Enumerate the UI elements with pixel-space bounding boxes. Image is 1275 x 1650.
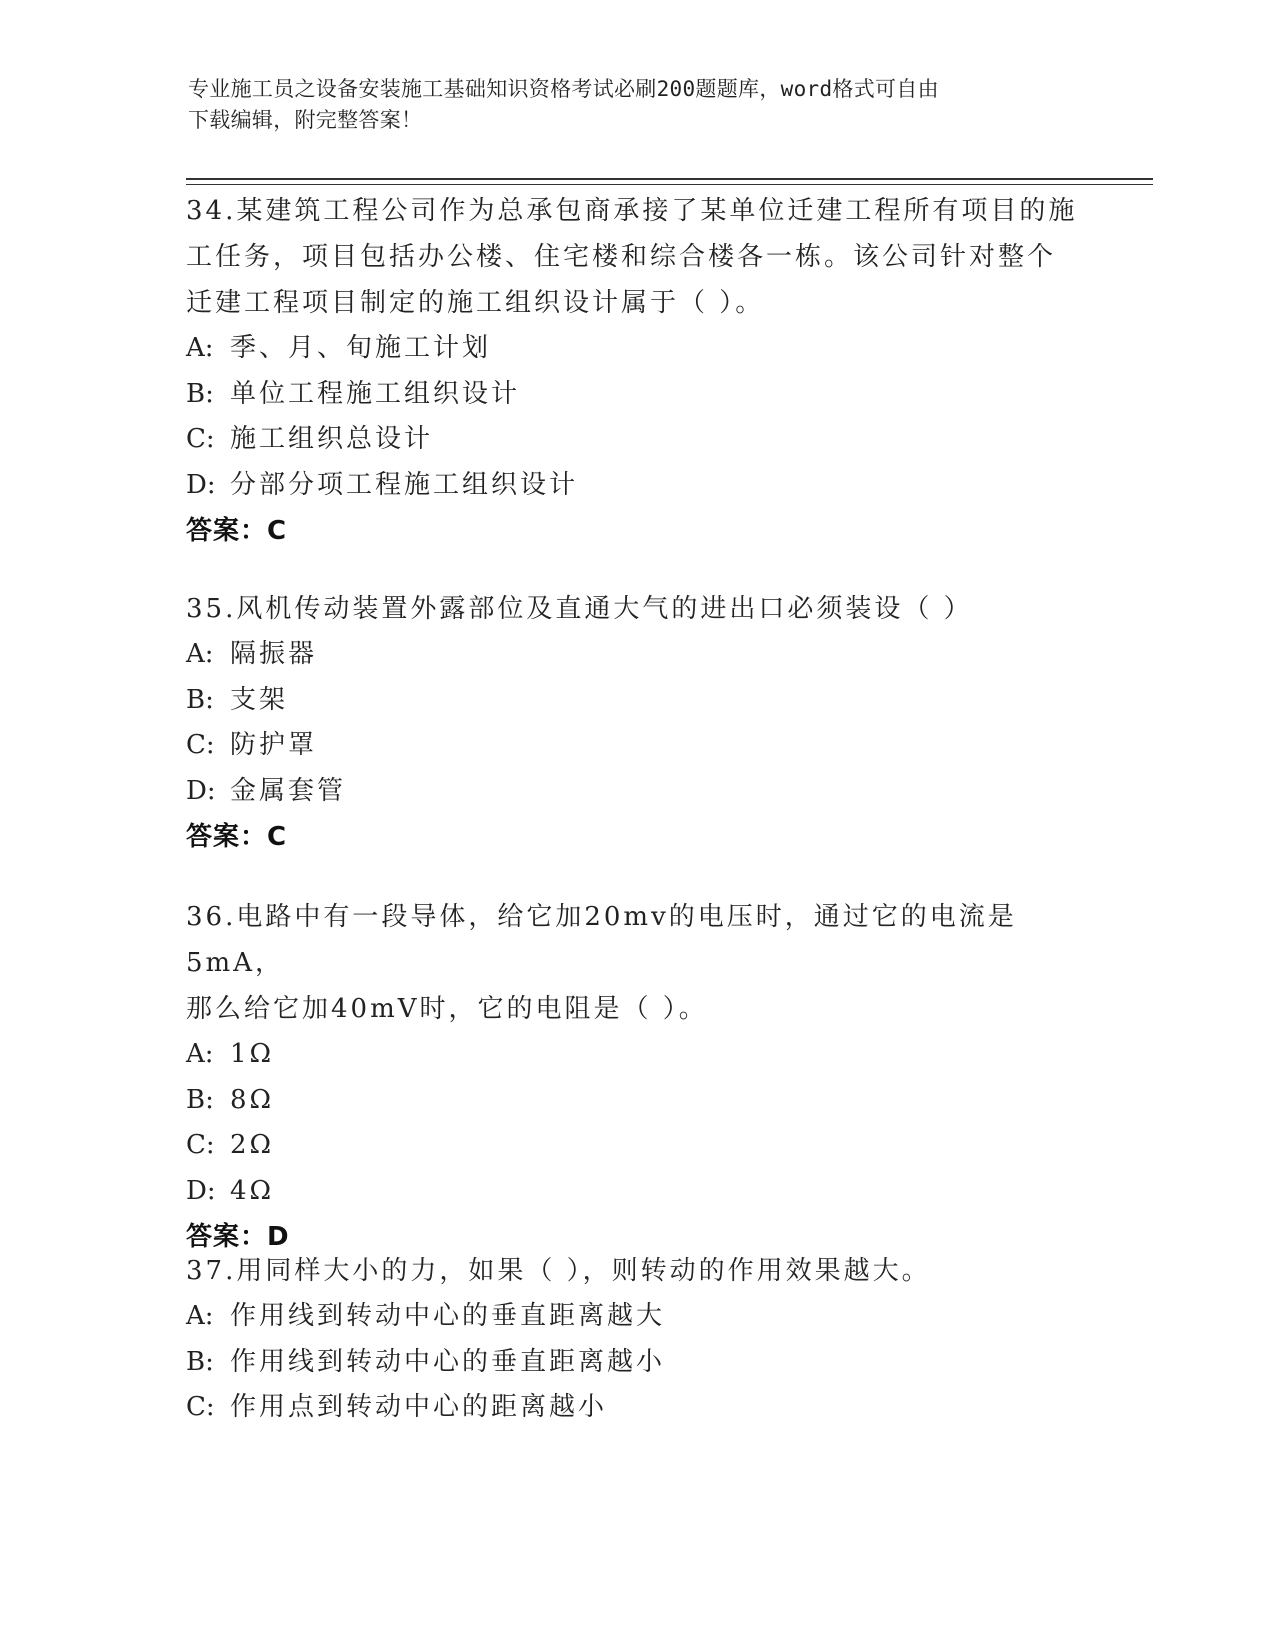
option-text: 单位工程施工组织设计 bbox=[230, 378, 521, 409]
stem-line: 工任务，项目包括办公楼、住宅楼和综合楼各一栋。该公司针对整个 bbox=[186, 242, 1057, 272]
option-a bbox=[186, 326, 1086, 372]
option-key: B: bbox=[186, 1084, 214, 1115]
option-a bbox=[186, 1032, 1086, 1078]
option-key: D: bbox=[186, 1175, 216, 1206]
question-stem bbox=[186, 188, 1086, 326]
page-header bbox=[188, 74, 1068, 136]
question-37 bbox=[186, 1248, 1086, 1431]
stem-line: 迁建工程项目制定的施工组织设计属于（ ）。 bbox=[186, 288, 765, 318]
option-d bbox=[186, 769, 1086, 815]
option-key: D: bbox=[186, 469, 216, 500]
option-text: 作用点到转动中心的距离越小 bbox=[230, 1392, 608, 1422]
option-a bbox=[186, 632, 1086, 678]
question-34 bbox=[186, 188, 1086, 554]
option-b bbox=[186, 678, 1086, 724]
option-text: 作用线到转动中心的垂直距离越大 bbox=[230, 1301, 666, 1331]
option-text: 防护罩 bbox=[230, 730, 318, 760]
option-key: B: bbox=[186, 378, 214, 409]
option-key: A: bbox=[186, 1301, 214, 1331]
question-36 bbox=[186, 894, 1086, 1260]
stem-line: 37.用同样大小的力，如果（ ），则转动的作用效果越大。 bbox=[186, 1256, 931, 1286]
option-key: B: bbox=[186, 1346, 214, 1377]
option-text: 金属套管 bbox=[230, 775, 347, 806]
option-text: 4Ω bbox=[230, 1175, 275, 1206]
header-line-1: 专业施工员之设备安装施工基础知识资格考试必刷200题题库，word格式可自由 bbox=[188, 77, 939, 101]
option-b bbox=[186, 1340, 1086, 1386]
option-text: 1Ω bbox=[230, 1039, 275, 1069]
option-text: 季、月、旬施工计划 bbox=[230, 333, 492, 363]
stem-line: 34.某建筑工程公司作为总承包商承接了某单位迁建工程所有项目的施 bbox=[186, 196, 1078, 226]
option-text: 2Ω bbox=[230, 1130, 275, 1160]
option-text: 作用线到转动中心的垂直距离越小 bbox=[230, 1346, 666, 1377]
option-text: 8Ω bbox=[230, 1084, 275, 1115]
option-text: 支架 bbox=[230, 684, 289, 715]
option-c bbox=[186, 417, 1086, 463]
question-stem bbox=[186, 586, 1086, 632]
option-key: A: bbox=[186, 333, 214, 363]
header-line-2: 下载编辑，附完整答案！ bbox=[188, 108, 423, 132]
answer: 答案：D bbox=[186, 1222, 290, 1252]
option-text: 施工组织总设计 bbox=[230, 424, 434, 454]
option-c bbox=[186, 723, 1086, 769]
header-rule-top bbox=[186, 178, 1153, 180]
stem-line: 那么给它加40mV时，它的电阻是（ ）。 bbox=[186, 994, 708, 1024]
option-b bbox=[186, 372, 1086, 418]
option-key: C: bbox=[186, 1392, 215, 1422]
answer: 答案：C bbox=[186, 822, 288, 852]
option-key: B: bbox=[186, 684, 214, 715]
option-d bbox=[186, 463, 1086, 509]
answer: 答案：C bbox=[186, 516, 288, 546]
option-text: 分部分项工程施工组织设计 bbox=[230, 469, 579, 500]
option-a bbox=[186, 1294, 1086, 1340]
question-stem bbox=[186, 894, 1086, 1032]
option-text: 隔振器 bbox=[230, 639, 318, 669]
option-b bbox=[186, 1078, 1086, 1124]
option-key: D: bbox=[186, 775, 216, 806]
header-rule-bottom bbox=[186, 184, 1153, 185]
question-35 bbox=[186, 586, 1086, 860]
option-c bbox=[186, 1123, 1086, 1169]
option-key: A: bbox=[186, 1039, 214, 1069]
stem-line: 36.电路中有一段导体，给它加20mv的电压时，通过它的电流是5mA， bbox=[186, 902, 1017, 978]
option-key: C: bbox=[186, 1130, 215, 1160]
option-key: C: bbox=[186, 730, 215, 760]
option-c bbox=[186, 1385, 1086, 1431]
question-stem bbox=[186, 1248, 1086, 1294]
option-d bbox=[186, 1169, 1086, 1215]
option-key: A: bbox=[186, 639, 214, 669]
option-key: C: bbox=[186, 424, 215, 454]
stem-line: 35.风机传动装置外露部位及直通大气的进出口必须装设（ ） bbox=[186, 594, 973, 624]
